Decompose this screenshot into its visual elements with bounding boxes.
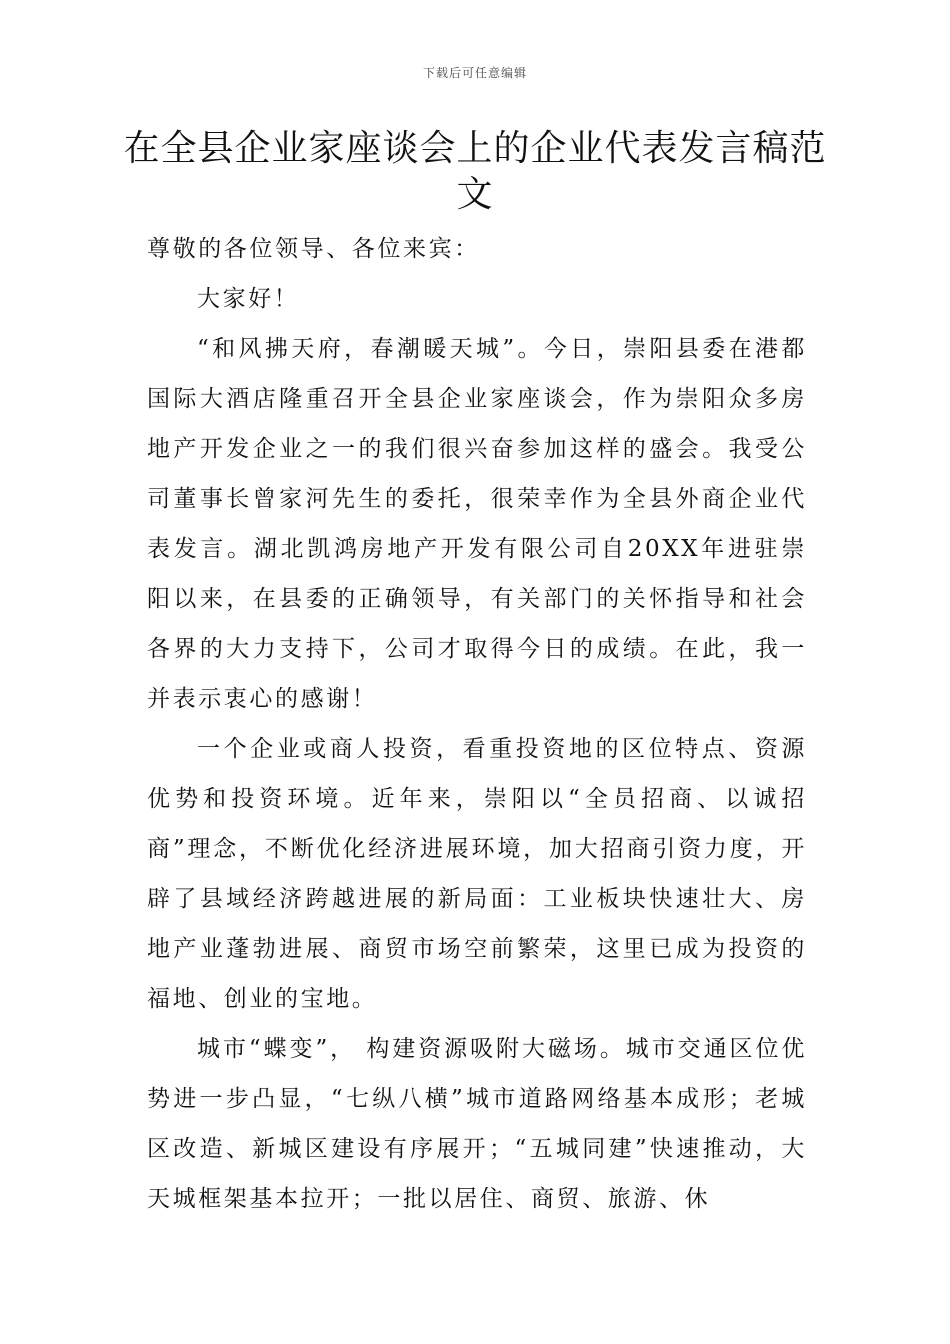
paragraph-2: 一个企业或商人投资，看重投资地的区位特点、资源优势和投资环境。近年来，崇阳以“全员招商、以诚招商”理念，不断优化经济进展环境，加大招商引资力度，开辟了县域经济跨越进展的新局面：工业板块快速壮大、房地产业蓬勃进展、商贸市场空前繁荣，这里已成为投资的福地、创业的宝地。 — [147, 736, 807, 1012]
header-note: 下载后可任意编辑 — [422, 66, 527, 80]
document-body — [147, 224, 807, 1224]
greeting: 大家好！ — [197, 286, 300, 312]
paragraph-1: “和风拂天府，春潮暖天城”。今日，崇阳县委在港都国际大酒店隆重召开全县企业家座谈会，作为崇阳众多房地产开发企业之一的我们很兴奋参加这样的盛会。我受公司董事长曾家河先生的委托，很荣幸作为全县外商企业代表发言。湖北凯鸿房地产开发有限公司自20XX年进驻崇阳以来，在县委的正确领导，有关部门的关怀指导和社会各界的大力支持下，公司才取得今日的成绩。在此，我一并表示衷心的感谢！ — [147, 336, 807, 712]
paragraph-3: 城市“蝶变”， 构建资源吸附大磁场。城市交通区位优势进一步凸显，“七纵八横”城市道路网络基本成形；老城区改造、新城区建设有序展开；“五城同建”快速推动，大天城框架基本拉开；一批以居住、商贸、旅游、休 — [147, 1036, 807, 1212]
document-title: 在全县企业家座谈会上的企业代表发言稿范文 — [123, 128, 827, 215]
salutation: 尊敬的各位领导、各位来宾： — [147, 236, 480, 262]
